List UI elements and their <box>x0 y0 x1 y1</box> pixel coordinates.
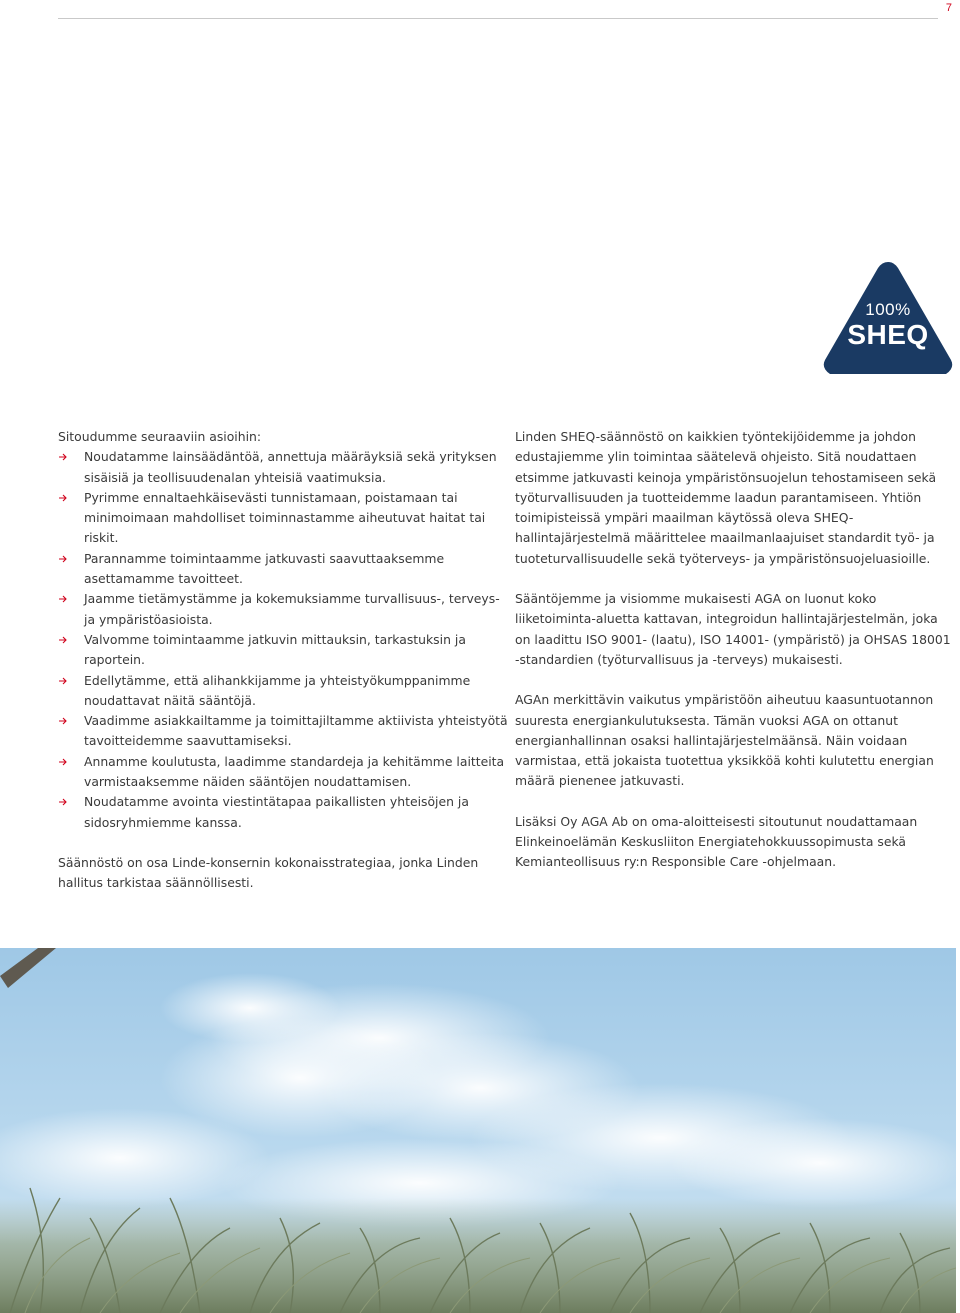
sheq-badge-percent: 100% <box>865 300 911 319</box>
sky-grass-illustration <box>0 948 956 1313</box>
arrow-right-icon <box>58 675 68 687</box>
arrow-right-icon <box>58 451 68 463</box>
body-paragraph: Sääntöjemme ja visiomme mukaisesti AGA on luonut koko liiketoiminta-aluetta kattavan, integroidun hallintajärjestelmän, joka on laadittu ISO 9001- (laatu), ISO 14001- (ympäristö) ja OHSAS 18001 -standardien (työturvallisuus ja -terveys) mukaisesti. <box>515 591 951 667</box>
header-rule <box>58 18 938 19</box>
sheq-badge-label: SHEQ <box>847 319 929 350</box>
page-number: 7 <box>945 2 952 14</box>
commitments-intro: Sitoudumme seuraaviin asioihin: <box>58 429 262 444</box>
body-paragraph: AGAn merkittävin vaikutus ympäristöön aiheutuu kaasuntuotannon suuresta energiankulutuksesta. Tämän vuoksi AGA on ottanut energianhallinnan osaksi hallintajärjestelmäänsä. Näin voidaan varmistaa, että jokaista tuotettua yksikköä kohti kulutettu energian määrä pienenee jatkuvasti. <box>515 692 934 789</box>
list-item <box>58 711 508 752</box>
sheq-badge-text <box>820 300 956 350</box>
arrow-right-icon <box>58 553 68 565</box>
right-column <box>515 427 955 873</box>
list-item <box>58 630 508 671</box>
list-item-text: Noudatamme avointa viestintätapaa paikallisten yhteisöjen ja sidosryhmiemme kanssa. <box>84 794 469 830</box>
arrow-right-icon <box>58 593 68 605</box>
list-item-text: Pyrimme ennaltaehkäisevästi tunnistamaan, poistamaan tai minimoimaan mahdolliset toiminnastamme aiheutuvat haitat tai riskit. <box>84 489 486 546</box>
arrow-right-icon <box>58 756 68 768</box>
list-item <box>58 792 508 833</box>
list-item-text: Noudatamme lainsäädäntöä, annettuja määräyksiä sekä yrityksen sisäisiä ja teollisuudenalan yhteisiä vaatimuksia. <box>84 449 497 485</box>
arrow-right-icon <box>58 796 68 808</box>
list-item-text: Edellytämme, että alihankkijamme ja yhteistyökumppanimme noudattavat näitä sääntöjä. <box>84 672 471 708</box>
arrow-right-icon <box>58 715 68 727</box>
list-item-text: Vaadimme asiakkailtamme ja toimittajiltamme aktiivista yhteistyötä tavoitteidemme saavuttamiseksi. <box>84 713 508 749</box>
closing-paragraph: Säännöstö on osa Linde-konsernin kokonaisstrategiaa, jonka Linden hallitus tarkistaa säännöllisesti. <box>58 854 479 891</box>
grass-base <box>0 1198 956 1313</box>
list-item <box>58 488 508 549</box>
left-column <box>58 427 508 894</box>
list-item-text: Jaamme tietämystämme ja kokemuksiamme turvallisuus-, terveys- ja ympäristöasioista. <box>84 591 500 627</box>
list-item <box>58 752 508 793</box>
list-item-text: Annamme koulutusta, laadimme standardeja ja kehitämme laitteita varmistaaksemme näiden sääntöjen noudattamisen. <box>84 753 505 790</box>
body-paragraph: Lisäksi Oy AGA Ab on oma-aloitteisesti sitoutunut noudattamaan Elinkeinoelämän Keskusliiton Energiatehokkuussopimusta sekä Kemianteollisuus ry:n Responsible Care -ohjelmaan. <box>515 813 918 870</box>
list-item <box>58 589 508 630</box>
sky-grass-photo <box>0 948 956 1313</box>
list-item-text: Parannamme toimintaamme jatkuvasti saavuttaaksemme asettamamme tavoitteet. <box>84 550 445 587</box>
arrow-right-icon <box>58 634 68 646</box>
list-item <box>58 549 508 590</box>
commitments-list <box>58 447 508 833</box>
list-item <box>58 671 508 712</box>
list-item <box>58 447 508 488</box>
body-paragraph: Linden SHEQ-säännöstö on kaikkien työntekijöidemme ja johdon edustajiemme ylin toimintaa säätelevä ohjeisto. Sitä noudattaen etsimme jatkuvasti keinoja ympäristönsuojelun tehostamiseen sekä työturvallisuuden ja tuotteidemme laadun parantamiseen. Yhtiön toimipisteissä ympäri maailman käytössä oleva SHEQ-hallintajärjestelmä määrittelee maailmanlaajuiset standardit työ- ja tuoteturvallisuudelle sekä työterveys- ja ympäristönsuojeluasioille. <box>515 429 937 566</box>
arrow-right-icon <box>58 492 68 504</box>
list-item-text: Valvomme toimintaamme jatkuvin mittauksin, tarkastuksin ja raportein. <box>84 631 466 668</box>
